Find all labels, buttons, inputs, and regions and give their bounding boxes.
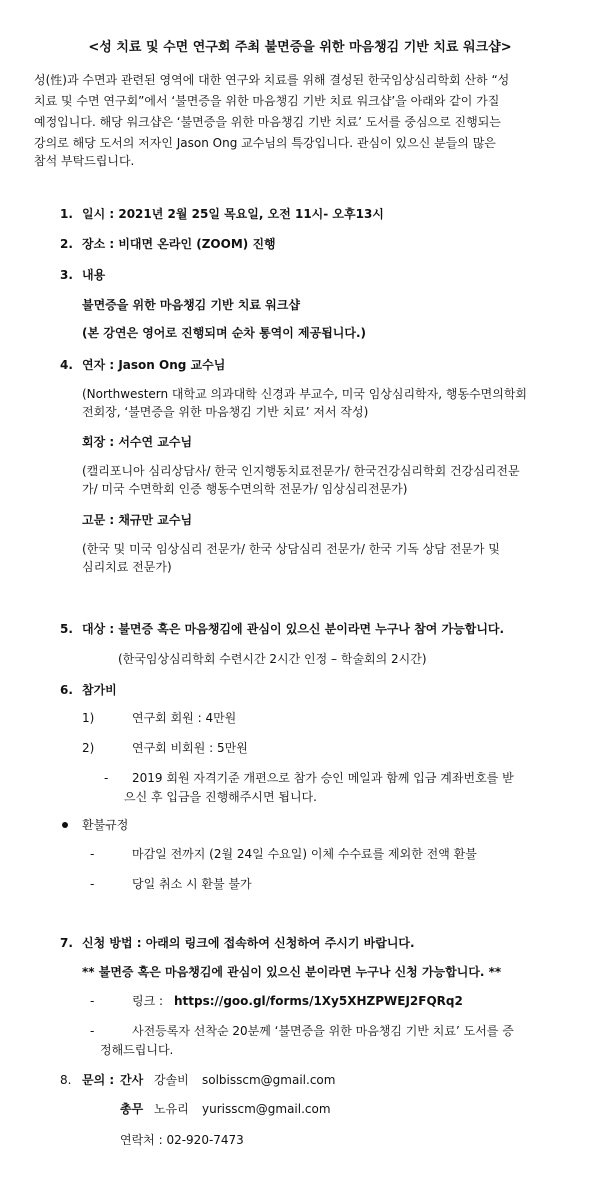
chair-label: 회장 : 서수연 교수님 — [82, 435, 193, 449]
contact-name: 강솔비 — [154, 1073, 189, 1087]
advisor-label: 고문 : 채규만 교수님 — [82, 513, 193, 527]
content-label: 내용 — [82, 268, 106, 282]
dash: - — [90, 994, 95, 1008]
speaker-desc: 전회장, ‘불면증을 위한 마음챙김 기반 치료’ 저서 작성) — [82, 405, 369, 419]
target-text: 대상 : 불면증 혹은 마음챙김에 관심이 있으신 분이라면 누구나 참여 가능합니다. — [82, 622, 505, 636]
fee-nonmember: 연구회 비회원 : 5만원 — [132, 741, 248, 755]
dash: - — [104, 771, 109, 785]
apply-text: 신청 방법 : 아래의 링크에 접속하여 신청하여 주시기 바랍니다. — [82, 936, 415, 950]
item-number: 5. — [60, 622, 73, 636]
fee-label: 참가비 — [82, 683, 117, 697]
gift-note: 사전등록자 선착순 20분께 ‘불면증을 위한 마음챙김 기반 치료’ 도서를 증 — [132, 1024, 514, 1038]
document-title: <성 치료 및 수면 연구회 주최 불면증을 위한 마음챙김 기반 치료 워크샵> — [88, 40, 512, 55]
application-link[interactable]: https://goo.gl/forms/1Xy5XHZPWEJ2FQRq2 — [174, 994, 463, 1008]
chair-desc: 가/ 미국 수면학회 인증 행동수면의학 전문가/ 임상심리전문가) — [82, 482, 408, 496]
intro-line: 참석 부탁드립니다. — [34, 154, 135, 168]
intro-line: 치료 및 수면 연구회”에서 ‘불면증을 위한 마음챙김 기반 치료 워크샵’을 아래와 같이 가질 — [34, 94, 500, 108]
contact-name: 노유리 — [154, 1102, 189, 1116]
item-number: 8. — [60, 1073, 72, 1087]
intro-line: 강의로 해당 도서의 저자인 Jason Ong 교수님의 특강입니다. 관심이 있으신 분들의 많은 — [34, 136, 496, 150]
contact-role: 총무 — [120, 1102, 144, 1116]
item-number: 3. — [60, 268, 73, 282]
item-number: 7. — [60, 936, 73, 950]
contact-email[interactable]: yurisscm@gmail.com — [202, 1102, 331, 1116]
fee-note: 2019 회원 자격기준 개편으로 참가 승인 메일과 함께 입금 계좌번호를 받 — [132, 771, 514, 785]
refund-rule: 마감일 전까지 (2월 24일 수요일) 이체 수수료를 제외한 전액 환불 — [132, 847, 477, 861]
fee-row-number: 2) — [82, 741, 95, 755]
apply-note: ** 불면증 혹은 마음챙김에 관심이 있으신 분이라면 누구나 신청 가능합니다. ** — [82, 965, 502, 979]
fee-note: 으신 후 입금을 진행해주시면 됩니다. — [124, 790, 317, 804]
fee-member: 연구회 회원 : 4만원 — [132, 711, 237, 725]
intro-line: 성(性)과 수면과 관련된 영역에 대한 연구와 치료를 위해 결성된 한국임상심리학회 산하 “성 — [34, 73, 510, 87]
item-number: 4. — [60, 358, 73, 372]
intro-line: 예정입니다. 해당 워크샵은 ‘불면증을 위한 마음챙김 기반 치료’ 도서를 중심으로 진행되는 — [34, 115, 501, 129]
date-text: 일시 : 2021년 2월 25일 목요일, 오전 11시- 오후13시 — [82, 207, 384, 221]
item-number: 6. — [60, 683, 73, 697]
dash: - — [90, 847, 95, 861]
link-label: 링크 : — [132, 994, 164, 1008]
target-note: (한국임상심리학회 수련시간 2시간 인정 – 학술회의 2시간) — [118, 652, 427, 666]
contact-phone: 연락처 : 02-920-7473 — [120, 1133, 244, 1147]
fee-row-number: 1) — [82, 711, 95, 725]
refund-label: 환불규정 — [82, 818, 129, 832]
contact-label: 문의 : — [82, 1073, 115, 1087]
contact-role: 간사 — [120, 1073, 144, 1087]
dash: - — [90, 1024, 95, 1038]
speaker-desc: (Northwestern 대학교 의과대학 신경과 부교수, 미국 임상심리학자, 행동수면의학회 — [82, 387, 528, 401]
item-number: 2. — [60, 237, 73, 251]
content-note: (본 강연은 영어로 진행되며 순차 통역이 제공됩니다.) — [82, 326, 367, 340]
gift-note: 정해드립니다. — [100, 1043, 174, 1057]
bullet-icon — [62, 822, 68, 828]
content-title: 불면증을 위한 마음챙김 기반 치료 워크샵 — [82, 298, 300, 312]
dash: - — [90, 877, 95, 891]
refund-rule: 당일 취소 시 환불 불가 — [132, 877, 252, 891]
contact-email[interactable]: solbisscm@gmail.com — [202, 1073, 336, 1087]
item-number: 1. — [60, 207, 73, 221]
advisor-desc: 심리치료 전문가) — [82, 560, 172, 574]
advisor-desc: (한국 및 미국 임상심리 전문가/ 한국 상담심리 전문가/ 한국 기독 상담 전문가 및 — [82, 542, 500, 556]
chair-desc: (캘리포니아 심리상담사/ 한국 인지행동치료전문가/ 한국건강심리학회 건강심리전문 — [82, 464, 520, 478]
speaker-label: 연자 : Jason Ong 교수님 — [82, 358, 226, 372]
place-text: 장소 : 비대면 온라인 (ZOOM) 진행 — [82, 237, 276, 251]
